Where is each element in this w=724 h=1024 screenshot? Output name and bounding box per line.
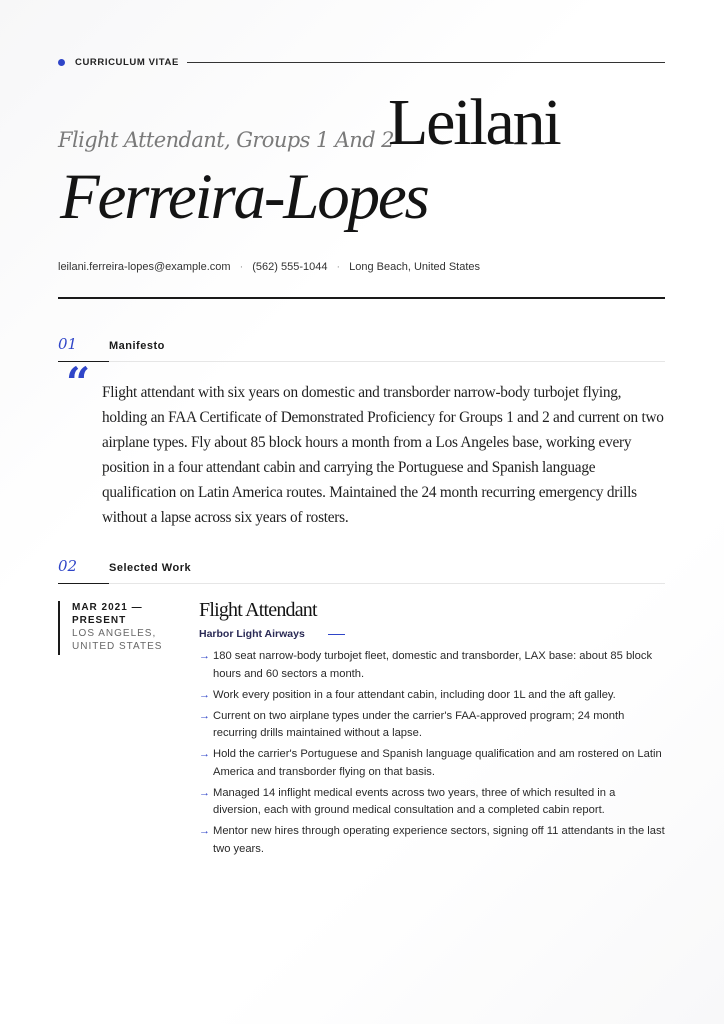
cv-label: CURRICULUM VITAE <box>75 57 179 68</box>
job-employer: Harbor Light Airways <box>199 628 305 640</box>
section-number: 01 <box>58 335 78 353</box>
list-item <box>199 746 665 781</box>
bullet-text: Work every position in a four attendant cabin, including door 1L and the aft galley. <box>213 688 616 701</box>
section-number-underline <box>58 583 109 584</box>
role-subtitle: Flight Attendant, Groups 1 And 2 <box>58 128 394 152</box>
section-rule <box>109 583 665 584</box>
contact-separator: · <box>336 261 341 273</box>
bullet-text: Hold the carrier's Portuguese and Spanish language qualification and am rostered on Latin America and transborder flying on that basis. <box>213 748 662 778</box>
list-item <box>199 823 665 858</box>
employer-dash <box>328 634 345 635</box>
arrow-right-icon: → <box>199 709 210 722</box>
contact-line <box>58 261 480 273</box>
job-meta <box>58 601 192 655</box>
section-title: Selected Work <box>109 562 192 574</box>
contact-phone[interactable]: (562) 555-1044 <box>252 261 328 273</box>
last-name: Ferreira-Lopes <box>60 161 428 233</box>
arrow-right-icon: → <box>199 650 210 662</box>
bullet-text: Mentor new hires through operating experience sectors, signing off 11 attendants in the last two years. <box>213 825 665 855</box>
arrow-right-icon: → <box>199 825 210 837</box>
first-name: Leilani <box>388 86 560 159</box>
list-item <box>199 708 665 743</box>
list-item <box>199 687 665 705</box>
contact-location: Long Beach, United States <box>349 261 481 273</box>
list-item <box>199 648 665 683</box>
list-item <box>199 785 665 820</box>
arrow-right-icon: → <box>199 748 210 760</box>
job-bullets <box>199 648 665 862</box>
quote-mark-icon: “ <box>66 358 91 407</box>
contact-email[interactable]: leilani.ferreira-lopes@example.com <box>58 261 231 273</box>
bullet-text: Current on two airplane types under the carrier's FAA-approved program; 24 month recurring drills maintained without a lapse. <box>213 709 625 739</box>
header-rule <box>187 62 665 63</box>
header-divider <box>58 297 665 299</box>
bullet-text: Managed 14 inflight medical events across two years, three of which resulted in a diversion, each with ground medical consultation and a completed cabin report. <box>213 786 616 816</box>
job-date-range: MAR 2021 — PRESENT <box>72 602 143 626</box>
bullet-text: 180 seat narrow-body turbojet fleet, domestic and transborder, LAX base: about 85 block hours and 60 sectors a month. <box>213 650 653 680</box>
job-location: LOS ANGELES, UNITED STATES <box>72 628 163 652</box>
cv-header-bar <box>58 57 665 69</box>
contact-separator: · <box>239 261 244 273</box>
section-number: 02 <box>58 557 78 575</box>
accent-dot-icon <box>58 59 65 66</box>
job-title: Flight Attendant <box>199 599 317 621</box>
manifesto-text: Flight attendant with six years on domestic and transborder narrow-body turbojet flying, holding an FAA Certificate of Demonstrated Proficiency for Groups 1 and 2 and current on two airplane types. Fly about 85 block hours a month from a Los Angeles base, working every position in a four attendant cabin and carrying the Portuguese and Spanish language qualification on Latin America routes. Maintained the 24 month recurring emergency drills without a lapse across six years of rosters. <box>102 384 664 526</box>
section-title: Manifesto <box>109 340 165 352</box>
arrow-right-icon: → <box>199 688 210 701</box>
arrow-right-icon: → <box>199 786 210 799</box>
section-rule <box>109 361 665 362</box>
